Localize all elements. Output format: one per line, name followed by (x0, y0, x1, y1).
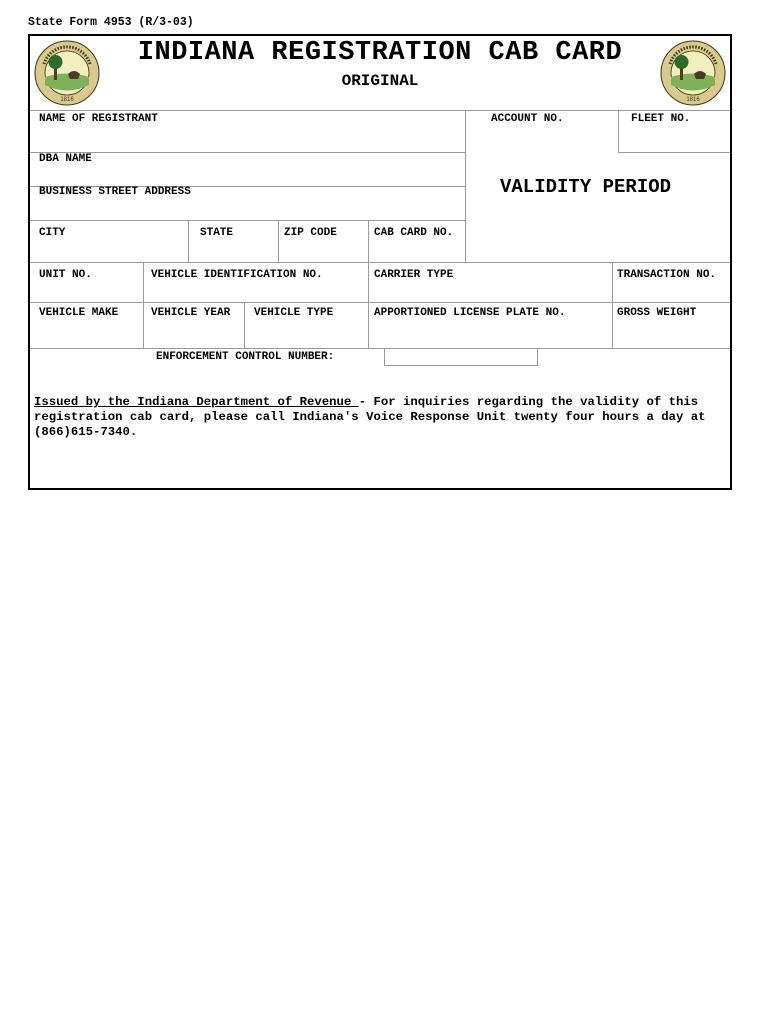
issued-by-text: Issued by the Indiana Department of Revenue (34, 395, 359, 409)
vin-label: VEHICLE IDENTIFICATION NO. (151, 269, 323, 281)
account-no-label: ACCOUNT NO. (491, 113, 564, 125)
apportioned-plate-label: APPORTIONED LICENSE PLATE NO. (374, 307, 566, 319)
svg-text:1816: 1816 (60, 97, 74, 103)
transaction-no-label: TRANSACTION NO. (617, 269, 717, 281)
dba-name-label: DBA NAME (39, 153, 92, 165)
business-street-address-label: BUSINESS STREET ADDRESS (39, 186, 191, 198)
zip-code-label: ZIP CODE (284, 227, 337, 239)
cab-card (28, 34, 732, 490)
issuance-notice (34, 395, 724, 440)
vehicle-year-label: VEHICLE YEAR (151, 307, 231, 319)
vehicle-type-label: VEHICLE TYPE (254, 307, 334, 319)
state-label: STATE (200, 227, 234, 239)
cab-card-no-label: CAB CARD NO. (374, 227, 454, 239)
gross-weight-label: GROSS WEIGHT (617, 307, 697, 319)
form-subtitle: ORIGINAL (341, 72, 419, 90)
fleet-no-label: FLEET NO. (631, 113, 691, 125)
form-number: State Form 4953 (R/3-03) (28, 16, 194, 29)
enforcement-control-number-field[interactable] (384, 348, 538, 366)
unit-no-label: UNIT NO. (39, 269, 92, 281)
svg-text:1816: 1816 (686, 97, 700, 103)
enforcement-control-number-label: ENFORCEMENT CONTROL NUMBER: (156, 351, 335, 363)
vehicle-make-label: VEHICLE MAKE (39, 307, 119, 319)
notice-body-text: - For inquiries regarding the validity of this registration cab card, please call Indiana's Voice Response Unit twenty four hours a day at (866)615-7340. (34, 395, 706, 439)
name-of-registrant-label: NAME OF REGISTRANT (39, 113, 158, 125)
carrier-type-label: CARRIER TYPE (374, 269, 454, 281)
validity-period-heading: VALIDITY PERIOD (500, 176, 672, 198)
form-title: INDIANA REGISTRATION CAB CARD (137, 38, 623, 68)
city-label: CITY (39, 227, 66, 239)
